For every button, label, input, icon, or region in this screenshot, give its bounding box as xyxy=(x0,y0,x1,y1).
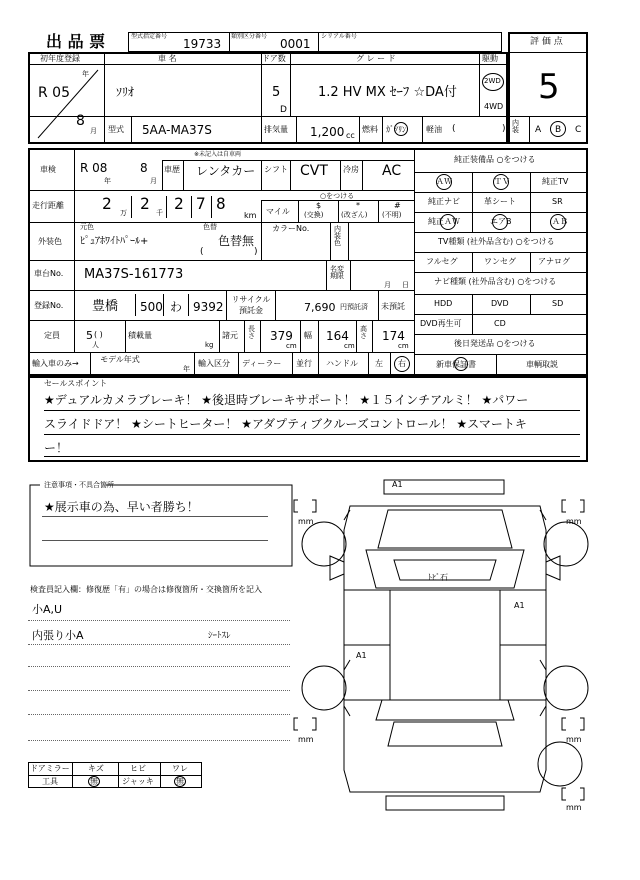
handle-label: ハンドル xyxy=(326,359,358,368)
serial-label: シリアル番号 xyxy=(321,33,357,40)
equip-sr: SR xyxy=(552,197,563,206)
ac-value: AC xyxy=(382,163,402,179)
dvd-cd: CD xyxy=(494,319,506,328)
mileage-opt2: (改ざん) xyxy=(341,211,368,219)
legend-tools-circle xyxy=(88,776,100,787)
interior-label: 内装 xyxy=(512,119,519,134)
import-label: 輸入車のみ→ xyxy=(32,359,79,368)
displacement-label: 排気量 xyxy=(264,125,288,134)
legend-jack: ジャッキ xyxy=(122,777,154,786)
inspection-month: 8 xyxy=(140,161,148,175)
car-name: ｿﾘｵ xyxy=(116,85,135,99)
inspection-era: R 08 xyxy=(80,161,108,175)
notes-bracket xyxy=(28,481,294,570)
recycle-label: リサイクル預託金 xyxy=(231,295,271,315)
category-no: 0001 xyxy=(280,37,311,51)
legend-jack-circle xyxy=(174,776,186,787)
handle-left: 左 xyxy=(375,359,383,368)
notes-line1: ★展示車の為、早い者勝ち！ xyxy=(44,500,199,514)
history-value: レンタカー xyxy=(196,164,256,178)
capacity-paren: ( ) xyxy=(94,330,103,339)
later-warranty: 新車保証書 xyxy=(436,360,476,369)
form-title: 出 品 票 xyxy=(46,32,106,51)
paint-paren-right: ) xyxy=(254,247,258,257)
doors-label: ドア数 xyxy=(262,54,286,63)
equip-tv-circle xyxy=(493,174,509,190)
legend-break: ワレ xyxy=(172,764,188,773)
recycle-value: 7,690 xyxy=(304,301,336,314)
interior-b: B xyxy=(555,125,562,135)
inspector-line2a: 内張り小A xyxy=(32,629,84,642)
fuel-gasoline: ｶﾞｿﾘﾝ xyxy=(386,125,406,134)
capacity-value: 5 xyxy=(86,329,93,342)
shift-value: CVT xyxy=(300,163,328,179)
interior-color-label: 内装色 xyxy=(334,225,341,247)
first-reg-month: 8 xyxy=(76,113,85,129)
interior-a: A xyxy=(535,125,542,135)
height-value: 174 xyxy=(382,329,405,343)
mm-rear-left: mm xyxy=(298,735,314,744)
model-year-unit: 年 xyxy=(183,365,190,373)
sales-points-line1: ★デュアルカメラブレーキ！ ★後退時ブレーキサポート！ ★１５インチアルミ！ ★パワー xyxy=(44,393,529,407)
transfer-day-unit: 日 xyxy=(402,281,409,289)
mileage-d2: 2 xyxy=(140,194,150,213)
nav-sd: SD xyxy=(552,299,564,308)
paint-value: 色替無 xyxy=(218,234,255,248)
sales-points-line3: ー！ xyxy=(44,441,69,455)
inspection-month-unit: 月 xyxy=(150,177,157,185)
nav-dvd: DVD xyxy=(491,299,509,308)
mm-front-right: mm xyxy=(566,517,582,526)
nav-type-title: ナビ種類 (社外品含む) ○をつける xyxy=(434,277,557,286)
diagram-stone-chip: ﾄﾋﾞ石 xyxy=(428,573,448,582)
eval-label: 評 価 点 xyxy=(530,37,563,47)
equip-airbag: エアB xyxy=(490,217,512,226)
capacity-label: 定員 xyxy=(44,331,60,340)
car-diagram xyxy=(290,470,600,820)
load-label: 積載量 xyxy=(128,331,152,340)
equip-airbag-circle xyxy=(492,214,508,230)
length-unit: cm xyxy=(286,342,297,350)
later-shipment-title: 後日発送品 ○をつける xyxy=(454,339,536,348)
chassis-value: MA37S-161773 xyxy=(84,267,184,282)
model-label: 型式 xyxy=(108,125,124,134)
inspector-line1: 小A,U xyxy=(32,603,63,616)
interior-b-circle xyxy=(550,121,566,137)
mileage-d3: 2 xyxy=(174,194,184,213)
legend-tools-value: 無 xyxy=(90,777,98,786)
handle-right-circle xyxy=(394,356,410,372)
mileage-unit-man: 万 xyxy=(120,209,127,217)
mm-front-left: mm xyxy=(298,517,314,526)
mileage-opt3: (不明) xyxy=(382,211,402,219)
mileage-mark-note: ○をつける xyxy=(320,192,355,200)
length-value: 379 xyxy=(270,329,293,343)
nav-hdd: HDD xyxy=(434,299,453,308)
legend-tools: 工具 xyxy=(42,777,58,786)
equip-leather: 革シート xyxy=(484,197,516,206)
mileage-opt3-symbol: # xyxy=(394,201,401,210)
equip-genuine-tv: 純正TV xyxy=(542,177,569,186)
history-label: 車歴 xyxy=(164,165,180,174)
handle-right: 右 xyxy=(398,359,406,368)
tv-fullseg: フルセグ xyxy=(426,257,458,266)
fuel-paren-right: ) xyxy=(502,124,506,134)
mileage-label: 走行距離 xyxy=(32,201,64,210)
category-no-label: 類別区分番号 xyxy=(231,33,268,40)
registration-office: 豊橋 xyxy=(92,299,119,314)
inspector-line2b: ｼｰﾄｽﾚ xyxy=(208,631,231,641)
deposit-status: 未預託 xyxy=(381,302,405,311)
equip-genuine-aw-circle xyxy=(440,214,456,230)
displacement-unit: cc xyxy=(346,131,355,140)
transfer-month-unit: 月 xyxy=(384,281,391,289)
mileage-d1: 2 xyxy=(102,194,112,213)
inspection-year-unit: 年 xyxy=(104,177,111,185)
displacement-value: 1,200 xyxy=(310,125,345,139)
mileage-d4: 7 xyxy=(196,194,206,213)
paint-label: 色替 xyxy=(203,223,217,231)
registration-label: 登録No. xyxy=(34,301,64,310)
model-value: 5AA-MA37S xyxy=(142,123,212,137)
color-no-label: カラーNo. xyxy=(272,224,310,233)
shift-label: シフト xyxy=(264,165,288,174)
equip-genuine-aw: 純正ＡＷ xyxy=(428,217,460,226)
car-name-label: 車 名 xyxy=(158,54,177,63)
chassis-label: 車台No. xyxy=(34,269,64,278)
registration-kana: わ xyxy=(170,300,183,314)
fuel-diesel: 軽油 xyxy=(426,125,442,134)
tv-type-title: TV種類 (社外品含む) ○をつける xyxy=(438,237,555,246)
diagram-a1-right: A1 xyxy=(514,601,525,610)
equip-ab-circle xyxy=(550,214,566,230)
width-label: 幅 xyxy=(304,331,312,340)
legend-scratch: キズ xyxy=(88,764,104,773)
grade-label: グ レ ー ド xyxy=(356,54,396,63)
first-reg-label: 初年度登録 xyxy=(40,54,80,63)
mm-rear-right: mm xyxy=(566,735,582,744)
mileage-d5: 8 xyxy=(216,194,226,213)
type-no-label: 型式指定番号 xyxy=(131,33,168,40)
length-label: 長さ xyxy=(248,325,255,340)
mileage-opt1-symbol: $ xyxy=(316,201,322,210)
legend-jack-value: 無 xyxy=(176,777,184,786)
fuel-gasoline-circle xyxy=(394,122,408,136)
color-label: 外装色 xyxy=(38,237,62,246)
legend-crack: ヒビ xyxy=(130,764,146,773)
drive-4wd: 4WD xyxy=(484,102,504,111)
height-label: 高さ xyxy=(360,325,367,340)
import-class-label: 輸入区分 xyxy=(198,359,230,368)
ac-label: 冷房 xyxy=(343,165,359,174)
load-unit: kg xyxy=(205,341,214,349)
notes-label: 注意事項・不具合箇所 xyxy=(44,481,114,489)
import-dealer: ディーラー xyxy=(242,359,282,368)
first-reg-year-unit: 年 xyxy=(82,70,89,78)
dims-label: 諸元 xyxy=(222,331,238,340)
mileage-unit-km: km xyxy=(244,211,257,220)
legend-door-mirror: ドアミラー xyxy=(30,764,70,773)
equip-aw-circle xyxy=(436,174,452,190)
original-color-label: 元色 xyxy=(80,223,94,231)
later-warranty-circle xyxy=(454,357,468,371)
equipment-title: 純正装備品 ○をつける xyxy=(454,155,536,164)
diagram-a1-left: A1 xyxy=(356,651,367,660)
height-unit: cm xyxy=(398,342,409,350)
equip-tv: ＴＶ xyxy=(494,177,510,186)
tv-analog: アナログ xyxy=(538,257,570,266)
width-unit: cm xyxy=(344,342,355,350)
sales-points-label: セールスポイント xyxy=(44,379,108,388)
inspection-label: 車検 xyxy=(40,165,56,174)
later-manual: 車輌取説 xyxy=(526,360,558,369)
doors-value: 5 xyxy=(272,85,281,100)
model-year-label: モデル年式 xyxy=(100,355,140,364)
transfer-deadline-label: 名変期限 xyxy=(330,265,344,280)
interior-c: C xyxy=(575,125,582,135)
tv-oneseg: ワンセグ xyxy=(484,257,516,266)
paint-paren-left: ( xyxy=(200,247,204,257)
mileage-unit-sen: 千 xyxy=(156,209,163,217)
first-reg-month-unit: 月 xyxy=(90,127,97,135)
mile-label: マイル xyxy=(266,207,290,216)
inspection-note: ※未記入は自車両 xyxy=(194,151,242,158)
equip-genuine-nav: 純正ナビ xyxy=(428,197,460,206)
sales-points-line2: スライドドア！ ★シートヒーター！ ★アダプティブクルーズコントロール！ ★スマートキ xyxy=(44,417,527,431)
mileage-opt1: (交換) xyxy=(304,211,324,219)
capacity-unit: 人 xyxy=(92,341,99,349)
fuel-paren-left: ( xyxy=(452,124,456,134)
mileage-opt2-symbol: * xyxy=(356,201,360,210)
fuel-label: 燃料 xyxy=(362,125,378,134)
inspector-label: 検査員記入欄：修復歴「有」の場合は修復箇所・交換箇所を記入 xyxy=(30,585,262,594)
original-color: ﾋﾟｭｱﾎﾜｲﾄﾊﾟｰﾙ+ xyxy=(80,236,149,247)
width-value: 164 xyxy=(326,329,349,343)
registration-class: 500 xyxy=(140,300,163,314)
type-no: 19733 xyxy=(183,37,222,51)
mm-spare: mm xyxy=(566,803,582,812)
recycle-note: 円預託済 xyxy=(340,303,368,311)
grade-value: 1.2 HV MX ｾｰﾌ ☆DA付 xyxy=(318,85,457,100)
eval-score: 5 xyxy=(538,67,560,107)
diagram-a1-top: A1 xyxy=(392,480,403,489)
doors-suffix: D xyxy=(280,105,287,115)
drive-2wd: 2WD xyxy=(484,77,501,85)
first-reg-era: R 05 xyxy=(38,85,70,101)
equip-aw: ＡＷ xyxy=(436,177,452,186)
drive-label: 駆動 xyxy=(482,54,498,63)
dvd-playback-label: DVD再生可 xyxy=(420,319,462,328)
registration-number: 9392 xyxy=(193,300,224,314)
equip-ab: ＡＢ xyxy=(552,217,568,226)
import-parallel: 並行 xyxy=(296,359,312,368)
